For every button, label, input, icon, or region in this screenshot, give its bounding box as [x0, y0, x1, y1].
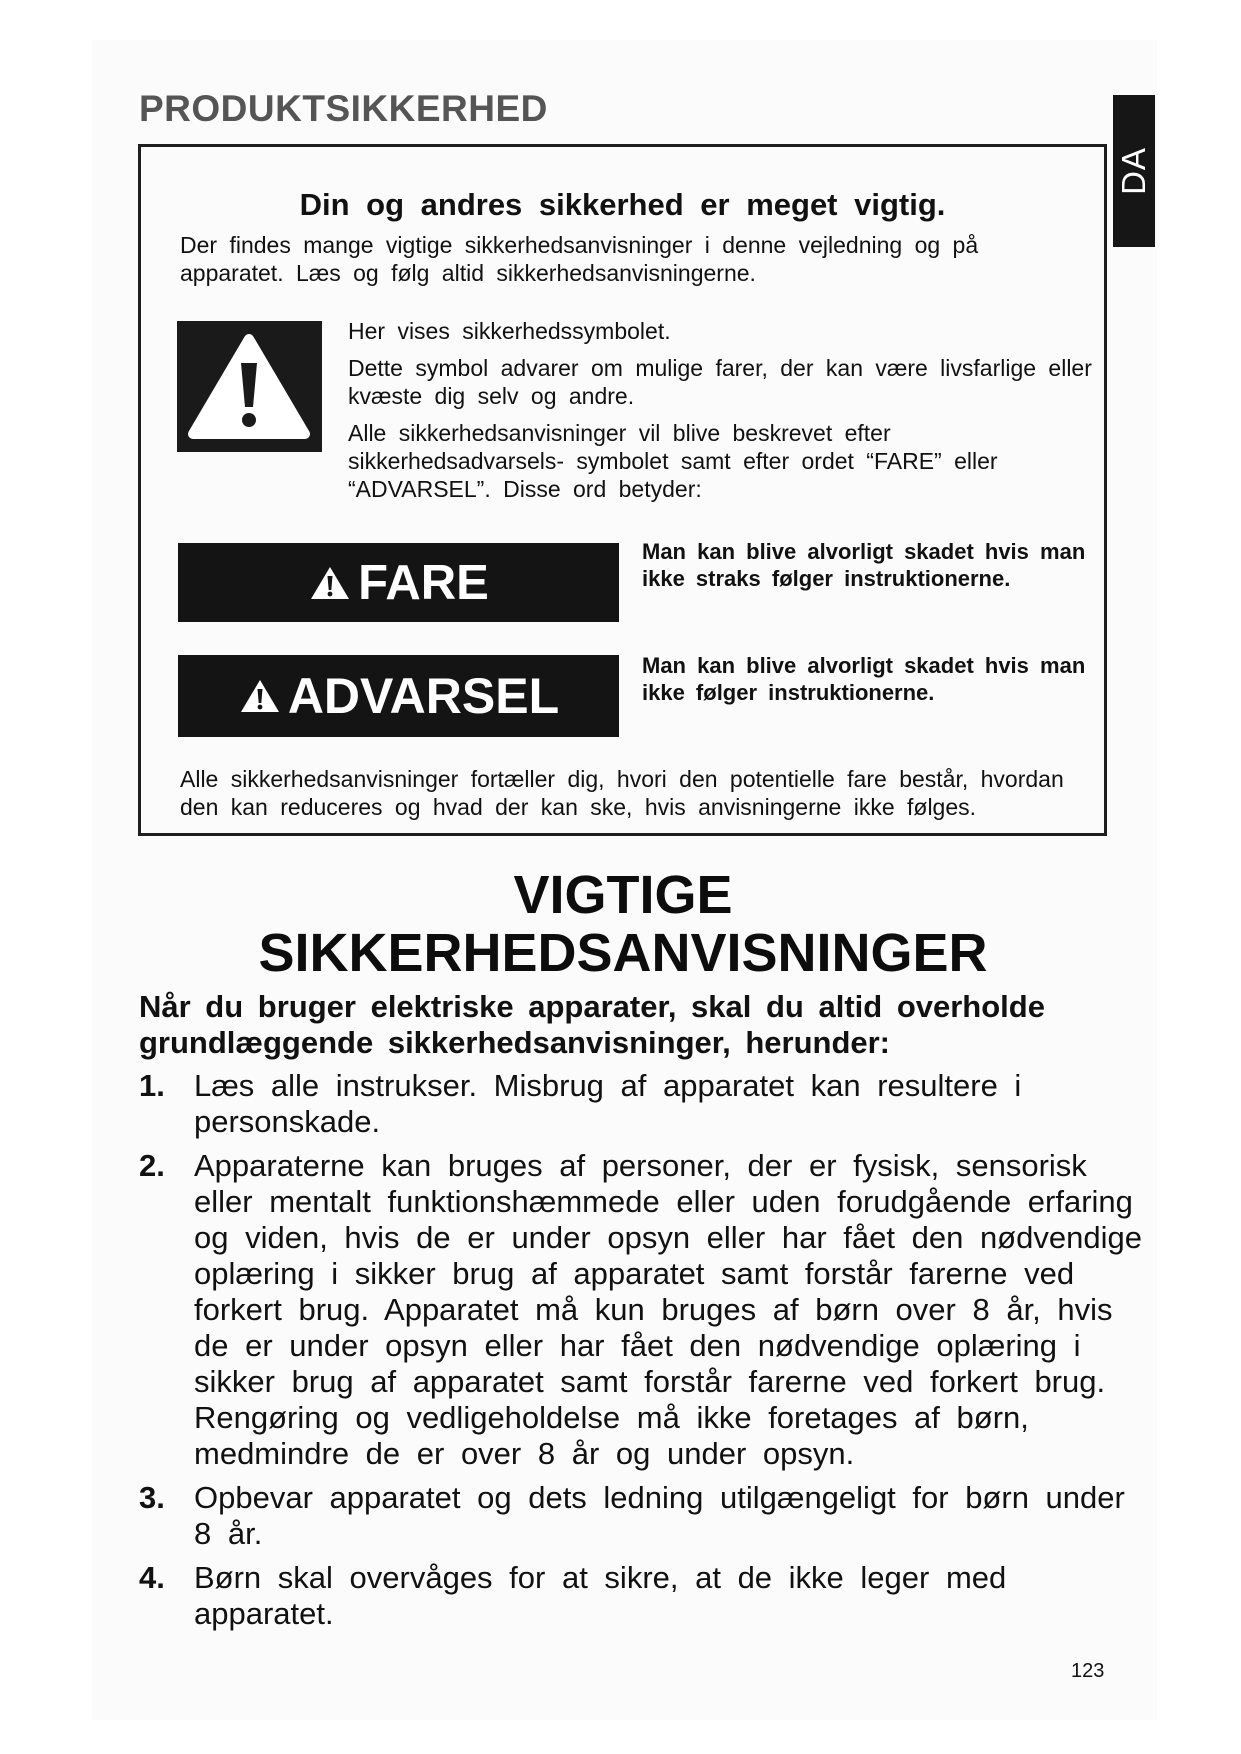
- important-title: [139, 866, 1107, 982]
- language-tab-label: DA: [1115, 147, 1152, 195]
- instruction-text: Børn skal overvåges for at sikre, at de ikke leger med apparatet.: [194, 1560, 1007, 1631]
- instruction-item: [139, 1148, 1157, 1472]
- symbol-intro-text: Her vises sikkerhedssymbolet.: [348, 318, 671, 344]
- instruction-number: 1.: [139, 1068, 165, 1103]
- safety-notice-box: [138, 144, 1107, 836]
- instruction-item: [139, 1560, 1157, 1632]
- important-lead: Når du bruger elektriske apparater, skal du altid overholde grundlæggende sikkerhedsanvisninger, herunder:: [139, 989, 1045, 1060]
- fare-label: FARE: [178, 543, 619, 622]
- instruction-list: [139, 1068, 1157, 1640]
- warning-triangle-icon: [177, 321, 322, 452]
- warning-small-icon: [238, 677, 282, 715]
- language-tab: [1113, 95, 1155, 247]
- instruction-text: Apparaterne kan bruges af personer, der er fysisk, sensorisk eller mentalt funktionshæmmede eller uden forudgående erfaring og viden, hvis de er under opsyn eller har fået den nødvendige oplæring i sikker brug af apparatet samt forstår farerne ved forkert brug. Apparatet må kun bruges af børn over 8 år, hvis de er under opsyn eller har fået den nødvendige oplæring i sikker brug af apparatet samt forstår farerne ved forkert brug. Rengøring og vedligeholdelse må ikke foretages af børn, medmindre de er over 8 år og under opsyn.: [194, 1148, 1142, 1471]
- warning-small-icon: [308, 564, 352, 602]
- important-title-line1: VIGTIGE: [513, 865, 733, 925]
- instruction-number: 2.: [139, 1148, 165, 1183]
- instruction-text: Læs alle instrukser. Misbrug af apparatet kan resultere i personskade.: [194, 1068, 1022, 1139]
- instruction-number: 3.: [139, 1480, 165, 1515]
- page-number: 123: [1071, 1660, 1105, 1682]
- symbol-explanation: [348, 317, 1108, 503]
- instruction-item: [139, 1068, 1157, 1140]
- safety-box-footer: Alle sikkerhedsanvisninger fortæller dig, hvori den potentielle fare består, hvordan den kan reduceres og hvad der kan ske, hvis anvisningerne ikke følges.: [180, 766, 1064, 820]
- safety-box-title: Din og andres sikkerhed er meget vigtig.: [299, 187, 946, 222]
- page-heading: PRODUKTSIKKERHED: [139, 88, 548, 129]
- safety-box-intro: Der findes mange vigtige sikkerhedsanvisninger i denne vejledning og på apparatet. Læs og følg altid sikkerhedsanvisningerne.: [180, 232, 979, 286]
- advarsel-label: ADVARSEL: [178, 655, 619, 737]
- advarsel-description: Man kan blive alvorligt skadet hvis man ikke følger instruktionerne.: [642, 653, 1086, 705]
- important-title-line2: SIKKERHEDSANVISNINGER: [258, 923, 988, 983]
- symbol-explanation-text: Alle sikkerhedsanvisninger vil blive beskrevet efter sikkerhedsadvarsels- symbolet samt efter ordet “FARE” eller “ADVARSEL”. Disse ord betyder:: [348, 420, 998, 502]
- instruction-item: [139, 1480, 1157, 1552]
- instruction-number: 4.: [139, 1560, 165, 1595]
- instruction-text: Opbevar apparatet og dets ledning utilgængeligt for børn under 8 år.: [194, 1480, 1125, 1551]
- fare-description: Man kan blive alvorligt skadet hvis man ikke straks følger instruktionerne.: [642, 539, 1086, 591]
- symbol-warning-text: Dette symbol advarer om mulige farer, der kan være livsfarlige eller kvæste dig selv og andre.: [348, 355, 1092, 409]
